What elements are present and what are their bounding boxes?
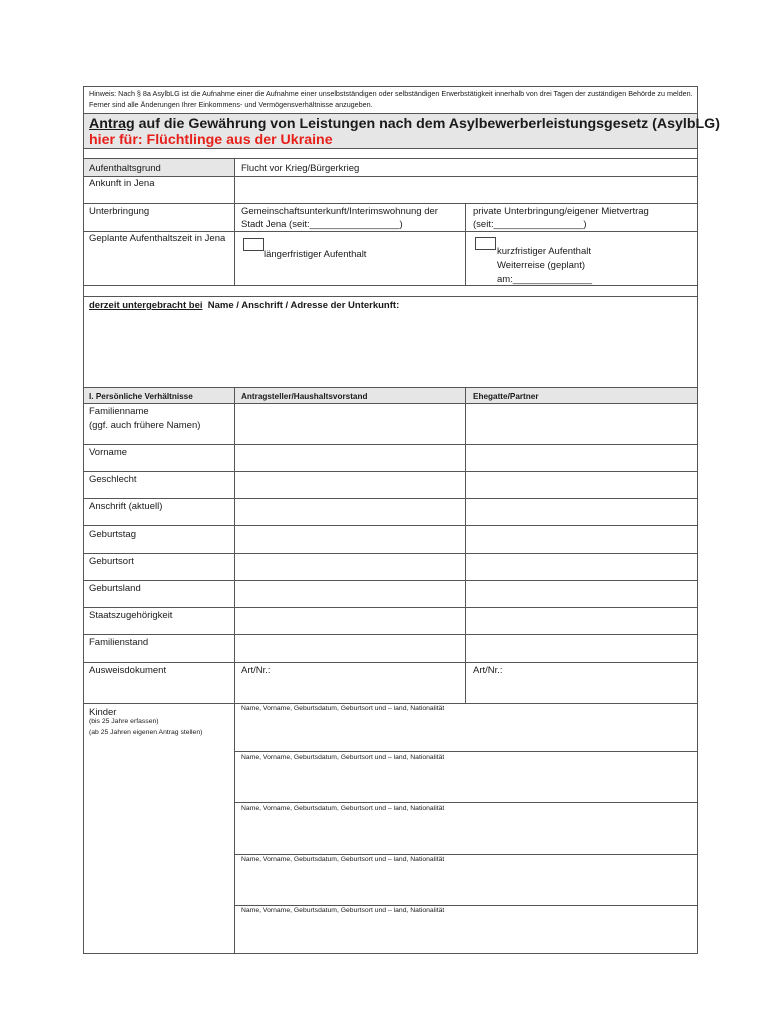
laengerfristig-checkbox[interactable] xyxy=(243,238,264,251)
kinder-note-bis25: (bis 25 Jahre erfassen) xyxy=(89,718,159,725)
unterbringung-option-privat: private Unterbringung/eigener Mietvertrag (seit:_________________) xyxy=(473,206,649,230)
derzeit-untergebracht xyxy=(89,299,399,312)
weiterreise-label: Weiterreise (geplant) xyxy=(497,260,586,271)
row-staatszugehoerigkeit-label: Staatszugehörigkeit xyxy=(89,610,173,621)
row-familienstand-label: Familienstand xyxy=(89,637,149,648)
row-vorname-label: Vorname xyxy=(89,447,128,458)
ankunft-field[interactable] xyxy=(235,177,697,203)
kind-2-hint: Name, Vorname, Geburtsdatum, Geburtsort und – land, Nationalität xyxy=(241,754,445,761)
row-geburtsort-label: Geburtsort xyxy=(89,556,134,567)
kind-1-hint: Name, Vorname, Geburtsdatum, Geburtsort und – land, Nationalität xyxy=(241,705,445,712)
unterbringung-label: Unterbringung xyxy=(89,206,150,217)
kinder-label: Kinder xyxy=(89,707,117,718)
hinweis-text: Hinweis: Nach § 8a AsylbLG ist die Aufnahme einer die Aufnahme einer unselbstständigen oder selbständigen Erwerbstätigkeit innerhalb von drei Tagen der zuständigen Behörde zu melden. Ferner sind alle Änderungen Ihrer Einkommens- und Vermögensverhältnisse anzugeben. xyxy=(89,89,693,109)
row-anschrift-label: Anschrift (aktuell) xyxy=(89,501,163,512)
kurzfristig-label: kurzfristiger Aufenthalt xyxy=(497,246,591,257)
title-antrag: Antrag xyxy=(89,116,135,132)
application-form xyxy=(83,86,720,954)
unterkunft-address-label: Name / Anschrift / Adresse der Unterkunft: xyxy=(207,300,400,311)
title-text: auf die Gewährung von Leistungen nach dem Asylbewerberleistungsgesetz (AsylbLG) xyxy=(134,116,720,132)
kinder-note-ab25: (ab 25 Jahren eigenen Antrag stellen) xyxy=(89,729,203,736)
row-geburtstag-label: Geburtstag xyxy=(89,529,136,540)
ankunft-label: Ankunft in Jena xyxy=(89,178,155,189)
applicant-art-nr: Art/Nr.: xyxy=(241,665,271,676)
row-geschlecht-label: Geschlecht xyxy=(89,474,137,485)
partner-art-nr: Art/Nr.: xyxy=(473,665,503,676)
aufenthaltsgrund-cell xyxy=(84,159,234,176)
kind-4-hint: Name, Vorname, Geburtsdatum, Geburtsort und – land, Nationalität xyxy=(241,856,445,863)
familienname-label: Familienname xyxy=(89,406,149,417)
col-partner-header: Ehegatte/Partner xyxy=(473,392,539,401)
familienname-hint: (ggf. auch frühere Namen) xyxy=(89,420,201,431)
derzeit-label: derzeit untergebracht bei xyxy=(89,300,203,311)
aufenthaltsgrund-value: Flucht vor Krieg/Bürgerkrieg xyxy=(241,163,360,174)
applicant-familienname-field[interactable] xyxy=(235,404,465,444)
row-geburtsland-label: Geburtsland xyxy=(89,583,141,594)
form-subtitle: hier für: Flüchtlinge aus der Ukraine xyxy=(89,132,333,148)
kurzfristig-checkbox[interactable] xyxy=(475,237,496,250)
section-personal-label: I. Persönliche Verhältnisse xyxy=(89,392,193,401)
unterkunft-field[interactable] xyxy=(84,313,697,387)
weiterreise-date: am:_______________ xyxy=(497,274,593,285)
title-block xyxy=(84,114,720,148)
geplante-aufenthaltszeit-label: Geplante Aufenthaltszeit in Jena xyxy=(89,233,226,244)
col-applicant-header: Antragsteller/Haushaltsvorstand xyxy=(241,392,368,401)
ausweisdokument-label: Ausweisdokument xyxy=(89,665,167,676)
partner-familienname-field[interactable] xyxy=(466,404,697,444)
aufenthaltsgrund-label: Aufenthaltsgrund xyxy=(89,163,161,174)
laengerfristig-label: längerfristiger Aufenthalt xyxy=(264,249,367,260)
kind-5-hint: Name, Vorname, Geburtsdatum, Geburtsort und – land, Nationalität xyxy=(241,907,445,914)
unterbringung-option-gemeinschaft: Gemeinschaftsunterkunft/Interimswohnung der Stadt Jena (seit:_________________) xyxy=(241,206,438,230)
kind-3-hint: Name, Vorname, Geburtsdatum, Geburtsort und – land, Nationalität xyxy=(241,805,445,812)
